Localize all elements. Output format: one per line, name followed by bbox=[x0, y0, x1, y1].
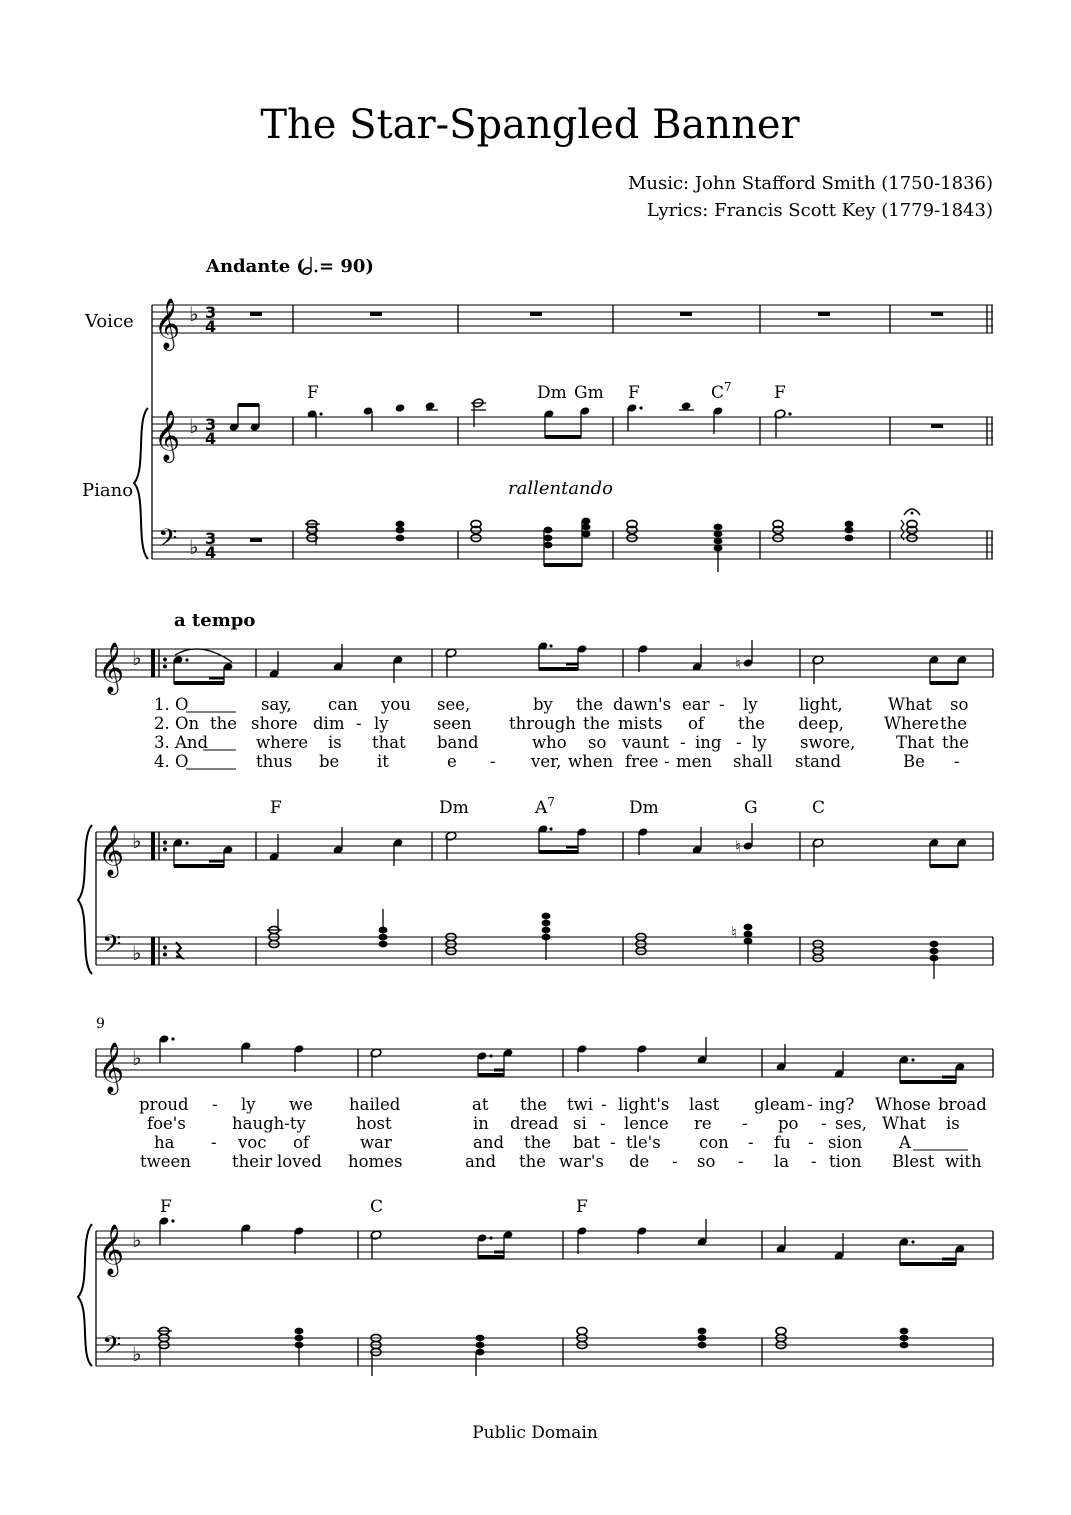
tempo-marking bbox=[205, 256, 374, 277]
chord-symbol: F bbox=[270, 798, 282, 818]
measure-number: 9 bbox=[96, 1016, 105, 1032]
chord-superscript: 7 bbox=[724, 380, 732, 394]
chord-symbol: F bbox=[307, 383, 319, 403]
treble-clef-icon: 𝄞 bbox=[98, 825, 125, 876]
arpeggio-icon bbox=[901, 520, 904, 540]
chord-symbol: F bbox=[160, 1197, 172, 1217]
tie-slur-icon bbox=[175, 649, 232, 662]
copyright-footer: Public Domain bbox=[472, 1423, 598, 1443]
bass-clef-icon: 𝄢 bbox=[102, 930, 122, 965]
whole-rest-icon bbox=[931, 424, 943, 428]
piano-label: Piano bbox=[82, 480, 134, 501]
chord-symbol: G bbox=[744, 798, 758, 818]
tempo-text: Andante ( bbox=[206, 256, 305, 277]
treble-clef-icon: 𝄞 bbox=[154, 410, 181, 461]
treble-clef-icon: 𝄞 bbox=[98, 1224, 125, 1275]
flat-key-signature-icon: ♭ bbox=[132, 1228, 142, 1252]
rallentando-marking: rallentando bbox=[508, 478, 614, 499]
whole-rest-icon bbox=[931, 312, 943, 316]
piano-brace-icon bbox=[134, 408, 148, 559]
chord-symbol: C bbox=[812, 798, 826, 818]
natural-icon: ♮ bbox=[735, 837, 741, 856]
whole-rest-icon bbox=[680, 312, 692, 316]
flat-key-signature-icon: ♭ bbox=[132, 941, 142, 965]
lyrics-system-3 bbox=[139, 1095, 987, 1171]
bass-clef-icon: 𝄢 bbox=[102, 1331, 122, 1366]
chord-symbols-system-3 bbox=[160, 1197, 588, 1217]
lyric-line-1: 1. O say, can you see, by the dawn's ear - ly light, What so bbox=[154, 695, 969, 714]
flat-key-signature-icon: ♭ bbox=[132, 1046, 142, 1070]
whole-rest-icon bbox=[530, 312, 542, 316]
flat-key-signature-icon: ♭ bbox=[189, 414, 199, 438]
treble-clef-icon: 𝄞 bbox=[98, 1042, 125, 1093]
lyric-line-1: proud - ly we hailed at the twi - light's last gleam - ing? Whose broad bbox=[139, 1095, 987, 1114]
whole-rest-icon bbox=[250, 312, 262, 316]
chord-symbol: Gm bbox=[574, 383, 604, 403]
time-signature-bottom: 4 bbox=[205, 317, 217, 336]
piano-rh-staff-system-2 bbox=[96, 823, 993, 878]
piano-lh-staff-system-1 bbox=[152, 509, 993, 572]
tempo-bpm: = 90) bbox=[319, 256, 374, 277]
chord-symbol: Dm bbox=[439, 798, 469, 818]
chord-root: C bbox=[711, 383, 725, 403]
flat-key-signature-icon: ♭ bbox=[132, 1342, 142, 1366]
chord-symbols-system-1 bbox=[307, 380, 786, 403]
lyric-line-2: 2. On the shore dim - ly seen through the mists of the deep, Where the bbox=[154, 714, 968, 733]
lyric-line-2: foe's haugh-ty host in dread si - lence re - po - ses, What is bbox=[147, 1114, 960, 1133]
piano-lh-staff-system-3 bbox=[96, 1327, 993, 1376]
piano-lh-staff-system-2 bbox=[96, 909, 993, 979]
natural-icon: ♮ bbox=[731, 923, 737, 942]
chord-symbols-system-2 bbox=[270, 795, 825, 818]
treble-clef-icon: 𝄞 bbox=[98, 642, 125, 693]
voice-staff-system-1 bbox=[152, 298, 993, 351]
flat-key-signature-icon: ♭ bbox=[189, 302, 199, 326]
a-tempo-marking: a tempo bbox=[174, 610, 256, 631]
chord-symbol: F bbox=[576, 1197, 588, 1217]
chord-symbol bbox=[711, 380, 732, 403]
lyric-line-3: ha - voc of war and the bat - tle's con - fu - sion A bbox=[154, 1133, 911, 1152]
piano-rh-staff-system-1 bbox=[152, 398, 993, 463]
chord-symbol bbox=[534, 795, 555, 818]
flat-key-signature-icon: ♭ bbox=[132, 646, 142, 670]
lyricist-credit: Lyrics: Francis Scott Key (1779-1843) bbox=[646, 200, 993, 221]
chord-symbol: C bbox=[370, 1197, 384, 1217]
chord-root: A bbox=[535, 798, 548, 818]
chord-superscript: 7 bbox=[547, 795, 555, 809]
time-signature-top: 3 bbox=[205, 415, 217, 434]
voice-staff-system-2 bbox=[96, 640, 993, 695]
score-title: The Star-Spangled Banner bbox=[260, 102, 800, 148]
whole-rest-icon bbox=[818, 312, 830, 316]
voice-label: Voice bbox=[85, 311, 134, 332]
piano-brace-icon bbox=[78, 1224, 92, 1366]
piano-brace-icon bbox=[78, 825, 92, 974]
natural-icon: ♮ bbox=[735, 654, 741, 673]
composer-credit: Music: John Stafford Smith (1750-1836) bbox=[627, 173, 993, 194]
time-signature-bottom: 4 bbox=[205, 429, 217, 448]
fermata-icon bbox=[904, 509, 920, 515]
voice-staff-system-3 bbox=[96, 1034, 993, 1095]
treble-clef-icon: 𝄞 bbox=[154, 298, 181, 349]
chord-symbol: Dm bbox=[629, 798, 659, 818]
time-signature-bottom: 4 bbox=[205, 543, 217, 562]
chord-symbol: Dm bbox=[537, 383, 567, 403]
chord-symbol: F bbox=[774, 383, 786, 403]
lyric-line-3: 3. And where is that band who so vaunt - ing - ly swore, That the bbox=[154, 733, 970, 752]
lyric-line-4: 4. O thus be it e - ver, when free - men shall stand Be - bbox=[154, 752, 960, 771]
half-rest-icon bbox=[250, 538, 262, 542]
lyric-line-4: tween their loved homes and the war's de - so - la - tion Blest with bbox=[140, 1152, 982, 1171]
time-signature-top: 3 bbox=[205, 303, 217, 322]
chord-symbol: F bbox=[628, 383, 640, 403]
time-signature-top: 3 bbox=[205, 529, 217, 548]
flat-key-signature-icon: ♭ bbox=[189, 535, 199, 559]
lyrics-system-2 bbox=[154, 695, 969, 771]
bass-clef-icon: 𝄢 bbox=[158, 524, 178, 559]
piano-rh-staff-system-3 bbox=[96, 1216, 993, 1277]
flat-key-signature-icon: ♭ bbox=[132, 829, 142, 853]
whole-rest-icon bbox=[370, 312, 382, 316]
